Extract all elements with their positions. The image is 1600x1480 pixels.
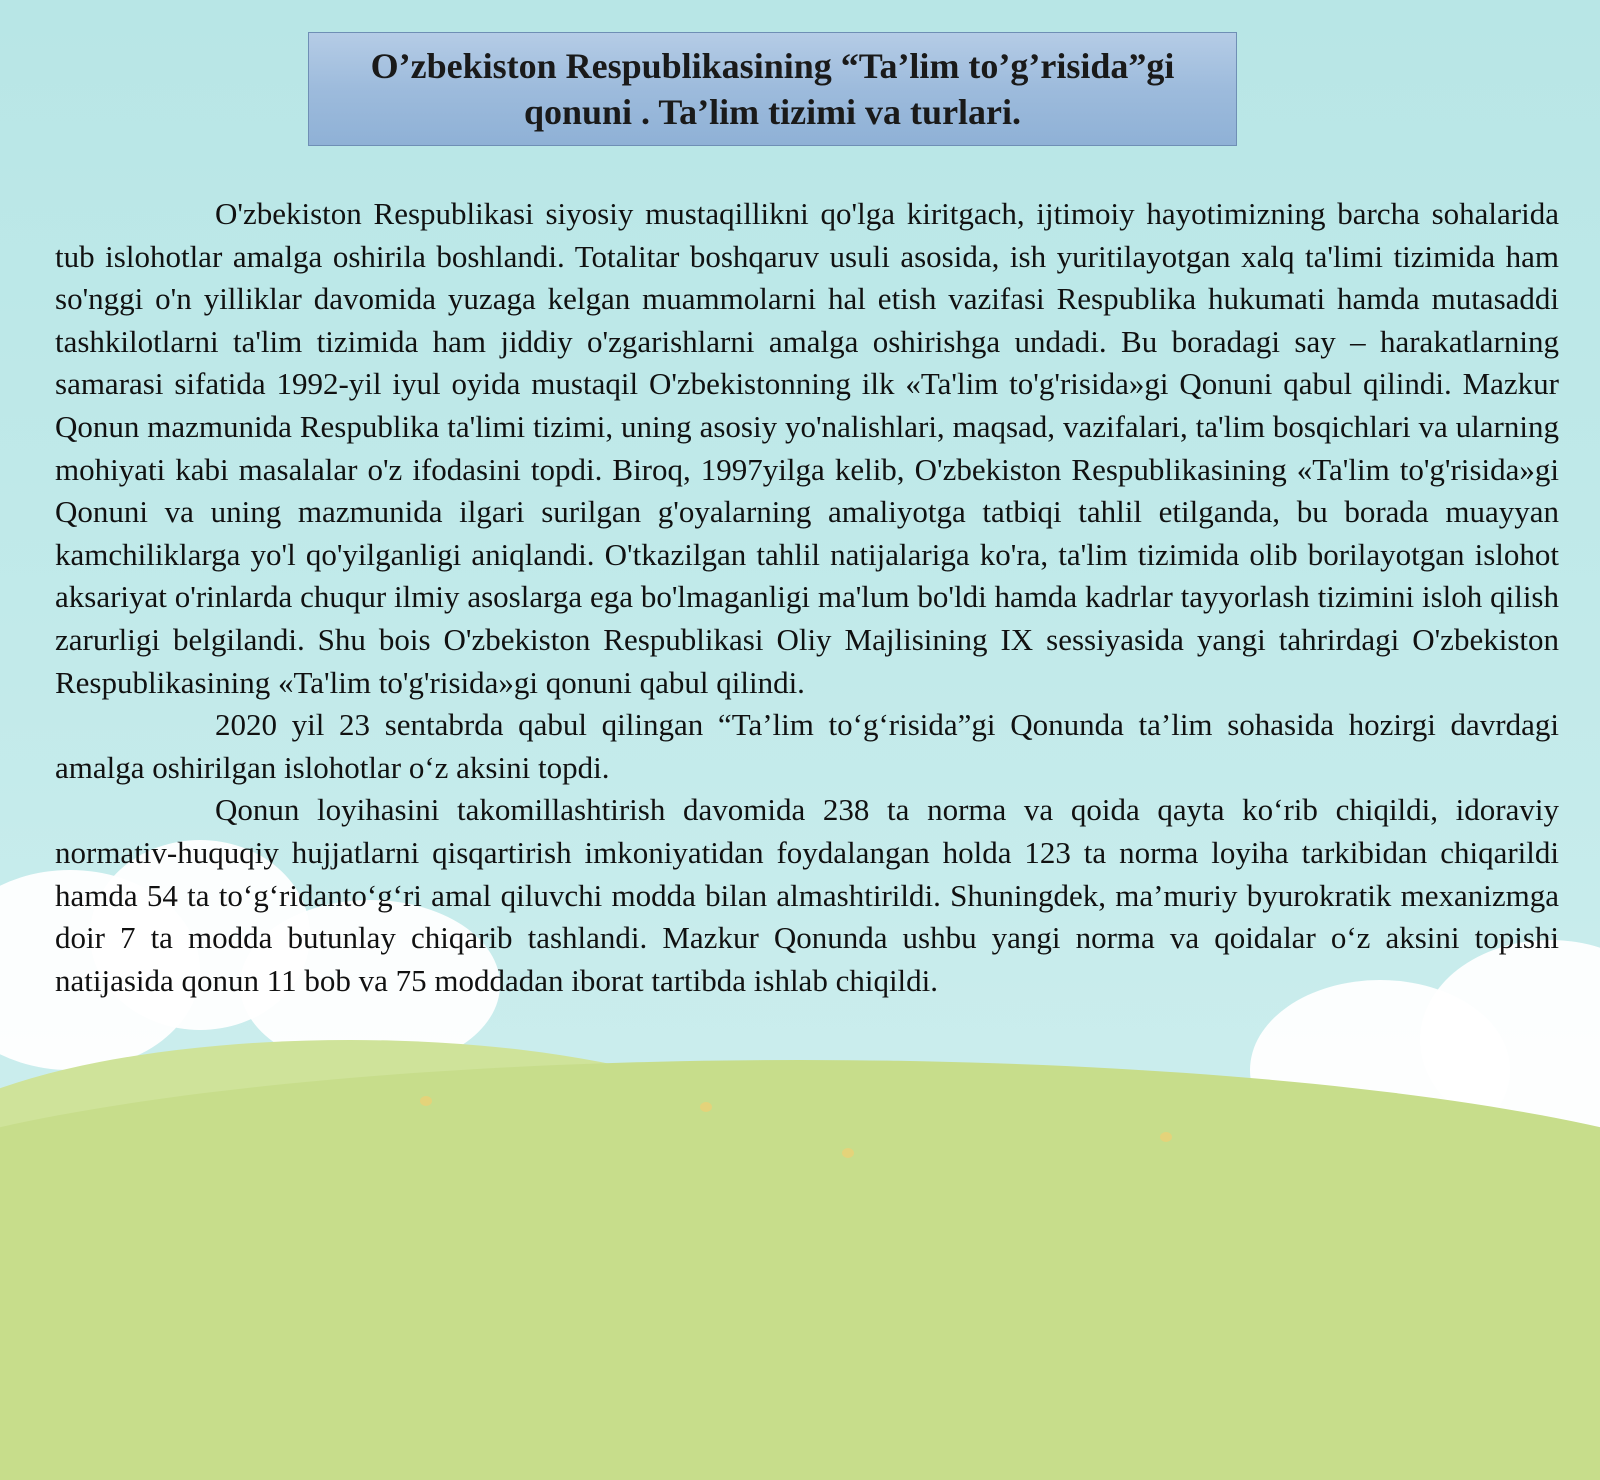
body-text (55, 193, 1559, 1002)
paragraph: O'zbekiston Respublikasi siyosiy mustaqillikni qo'lga kiritgach, ijtimoiy hayotimizning barcha sohalarida tub islohotlar amalga oshirila boshlandi. Totalitar boshqaruv usuli asosida, ish yuritilayotgan xalq ta'limi tizimida ham so'nggi o'n yilliklar davomida yuzaga kelgan muammolarni hal etish vazifasi Respublika hukumati hamda mutasaddi tashkilotlarni ta'lim tizimida ham jiddiy o'zgarishlarni amalga oshirishga undadi. Bu boradagi say – harakatlarning samarasi sifatida 1992-yil iyul oyida mustaqil O'zbekistonning ilk «Ta'lim to'g'risida»gi Qonuni qabul qilindi. Mazkur Qonun mazmunida Respublika ta'limi tizimi, uning asosiy yo'nalishlari, maqsad, vazifalari, ta'lim bosqichlari va ularning mohiyati kabi masalalar o'z ifodasini topdi. Biroq, 1997yilga kelib, O'zbekiston Respublikasining «Ta'lim to'g'risida»gi Qonuni va uning mazmunida ilgari surilgan g'oyalarning amaliyotga tatbiqi tahlil etilganda, bu borada muayyan kamchiliklarga yo'l qo'yilganligi aniqlandi. O'tkazilgan tahlil natijalariga ko'ra, ta'lim tizimida olib borilayotgan islohot aksariyat o'rinlarda chuqur ilmiy asoslarga ega bo'lmaganligi ma'lum bo'ldi hamda kadrlar tayyorlash tizimini isloh qilish zarurligi belgilandi. Shu bois O'zbekiston Respublikasi Oliy Majlisining IX sessiyasida yangi tahrirdagi O'zbekiston Respublikasining «Ta'lim to'g'risida»gi qonuni qabul qilindi. (55, 196, 1559, 700)
grass-hill (0, 1060, 1600, 1480)
flower-dot (700, 1102, 712, 1112)
title-banner (308, 32, 1237, 146)
flower-dot (1160, 1132, 1172, 1142)
paragraph: 2020 yil 23 sentabrda qabul qilingan “Ta’lim to‘g‘risida”gi Qonunda ta’lim sohasida hozirgi davrdagi amalga oshirilgan islohotlar o‘z aksini topdi. (55, 707, 1559, 785)
page-title (353, 43, 1193, 135)
flower-dot (842, 1148, 854, 1158)
title-line-2: qonuni . Ta’lim tizimi va turlari. (523, 92, 1022, 132)
title-line-1: O’zbekiston Respublikasining “Ta’lim to’g’risida”gi (370, 46, 1175, 86)
paragraph: Qonun loyihasini takomillashtirish davomida 238 ta norma va qoida qayta ko‘rib chiqildi, idoraviy normativ-huquqiy hujjatlarni qisqartirish imkoniyatidan foydalangan holda 123 ta norma loyiha tarkibidan chiqarildi hamda 54 ta to‘g‘ridanto‘g‘ri amal qiluvchi modda bilan almashtirildi. Shuningdek, ma’muriy byurokratik mexanizmga doir 7 ta modda butunlay chiqarib tashlandi. Mazkur Qonunda ushbu yangi norma va qoidalar o‘z aksini topishi natijasida qonun 11 bob va 75 moddadan iborat tartibda ishlab chiqildi. (55, 792, 1559, 998)
flower-dot (420, 1096, 432, 1106)
